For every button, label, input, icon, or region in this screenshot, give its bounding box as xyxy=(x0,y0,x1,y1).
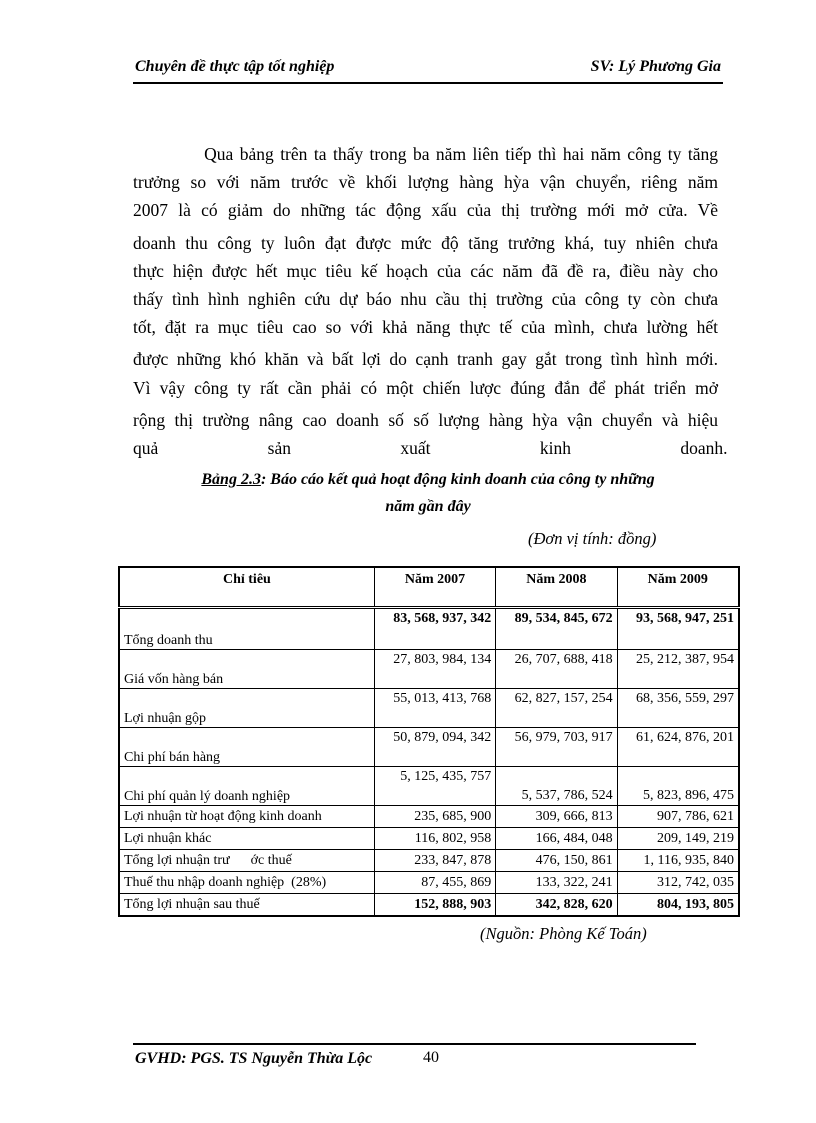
unit-note: (Đơn vị tính: đồng) xyxy=(528,529,657,548)
row-label: Tổng doanh thu xyxy=(119,608,374,650)
cell-2009: 5, 823, 896, 475 xyxy=(617,767,739,806)
cell-2007: 233, 847, 878 xyxy=(374,850,495,872)
cell-2009: 1, 116, 935, 840 xyxy=(617,850,739,872)
table-row-total xyxy=(119,894,739,917)
advisor-name: GVHD: PGS. TS Nguyễn Thừa Lộc xyxy=(135,1050,373,1067)
paragraph-line: 2007 là có giảm do những tác động xấu của thị trường mới mở cửa. Về xyxy=(133,200,718,221)
table-row xyxy=(119,806,739,828)
table-header-row xyxy=(119,567,739,608)
source-note: (Nguồn: Phòng Kế Toán) xyxy=(480,924,647,943)
cell-2007: 55, 013, 413, 768 xyxy=(374,689,495,728)
header-2008: Năm 2008 xyxy=(496,567,617,608)
cell-2009: 93, 568, 947, 251 xyxy=(617,608,739,650)
cell-2007: 83, 568, 937, 342 xyxy=(374,608,495,650)
row-label: Chi phí quản lý doanh nghiệp xyxy=(119,767,374,806)
page-number: 40 xyxy=(423,1049,439,1066)
cell-2009: 907, 786, 621 xyxy=(617,806,739,828)
cell-2009: 209, 149, 219 xyxy=(617,828,739,850)
row-label: Lợi nhuận gộp xyxy=(119,689,374,728)
paragraph-line: trưởng so với năm trước về khối lượng hàng hỳa vận chuyển, riêng năm xyxy=(133,172,718,193)
cell-2007: 116, 802, 958 xyxy=(374,828,495,850)
paragraph-line: tốt, đặt ra mục tiêu cao so với khả năng thực tế của mình, chưa lường hết xyxy=(133,317,718,338)
header-right-author: SV: Lý Phương Gia xyxy=(590,58,721,75)
cell-2008: 309, 666, 813 xyxy=(496,806,617,828)
paragraph-line: thực hiện được hết mục tiêu kế hoạch của các năm đã đề ra, điều này cho xyxy=(133,260,718,281)
row-label: Lợi nhuận từ hoạt động kinh doanh xyxy=(119,806,374,828)
page-header xyxy=(133,56,723,84)
cell-2007: 27, 803, 984, 134 xyxy=(374,650,495,689)
cell-2008: 166, 484, 048 xyxy=(496,828,617,850)
cell-2008: 5, 537, 786, 524 xyxy=(496,767,617,806)
table-row xyxy=(119,689,739,728)
table-row xyxy=(119,728,739,767)
body-paragraph xyxy=(133,140,728,462)
table-row xyxy=(119,650,739,689)
header-2009: Năm 2009 xyxy=(617,567,739,608)
cell-2008: 56, 979, 703, 917 xyxy=(496,728,617,767)
cell-2007: 5, 125, 435, 757 xyxy=(374,767,495,806)
row-label: Tổng lợi nhuận sau thuế xyxy=(119,894,374,917)
cell-2009: 25, 212, 387, 954 xyxy=(617,650,739,689)
paragraph-line: Qua bảng trên ta thấy trong ba năm liên tiếp thì hai năm công ty tăng xyxy=(133,144,718,164)
table-row xyxy=(119,608,739,650)
paragraph-line: thấy tình hình nghiên cứu dự báo nhu cầu thị trường của công ty còn chưa xyxy=(133,288,718,309)
paragraph-line: Vì vậy công ty rất cần phải có một chiến lược đúng đắn để phát triển mở xyxy=(133,377,718,398)
cell-2009: 804, 193, 805 xyxy=(617,894,739,917)
cell-2007: 87, 455, 869 xyxy=(374,872,495,894)
cell-2009: 61, 624, 876, 201 xyxy=(617,728,739,767)
row-label: Thuế thu nhập doanh nghiệp (28%) xyxy=(119,872,374,894)
cell-2008: 342, 828, 620 xyxy=(496,894,617,917)
cell-2008: 89, 534, 845, 672 xyxy=(496,608,617,650)
cell-2007: 235, 685, 900 xyxy=(374,806,495,828)
table-row xyxy=(119,767,739,806)
cell-2009: 312, 742, 035 xyxy=(617,872,739,894)
header-2007: Năm 2007 xyxy=(374,567,495,608)
page-footer xyxy=(133,1043,696,1067)
paragraph-line: doanh thu công ty luôn đạt được mức độ tăng trưởng khá, tuy nhiên chưa xyxy=(133,232,718,253)
cell-2009: 68, 356, 559, 297 xyxy=(617,689,739,728)
header-left-title: Chuyên đề thực tập tốt nghiệp xyxy=(135,58,335,75)
table-caption xyxy=(118,466,738,520)
paragraph-line-last: quả sản xuất kinh doanh. xyxy=(133,437,728,458)
cell-2008: 62, 827, 157, 254 xyxy=(496,689,617,728)
table-row xyxy=(119,850,739,872)
row-label: Lợi nhuận khác xyxy=(119,828,374,850)
row-label: Tổng lợi nhuận trư ớc thuế xyxy=(119,850,374,872)
caption-label: Bảng 2.3 xyxy=(201,471,261,488)
row-label: Giá vốn hàng bán xyxy=(119,650,374,689)
cell-2008: 476, 150, 861 xyxy=(496,850,617,872)
caption-line1: : Báo cáo kết quả hoạt động kinh doanh của công ty những xyxy=(260,471,655,488)
table-row xyxy=(119,828,739,850)
cell-2008: 26, 707, 688, 418 xyxy=(496,650,617,689)
cell-2007: 50, 879, 094, 342 xyxy=(374,728,495,767)
table-row xyxy=(119,872,739,894)
caption-line2: năm gần đây xyxy=(385,498,471,515)
cell-2007: 152, 888, 903 xyxy=(374,894,495,917)
business-results-table xyxy=(118,566,740,917)
cell-2008: 133, 322, 241 xyxy=(496,872,617,894)
header-indicator: Chỉ tiêu xyxy=(119,567,374,608)
paragraph-line: rộng thị trường nâng cao doanh số số lượng hàng hỳa vận chuyển và hiệu xyxy=(133,409,718,430)
paragraph-line: được những khó khăn và bất lợi do cạnh tranh gay gắt trong tình hình mới. xyxy=(133,349,718,370)
row-label: Chi phí bán hàng xyxy=(119,728,374,767)
